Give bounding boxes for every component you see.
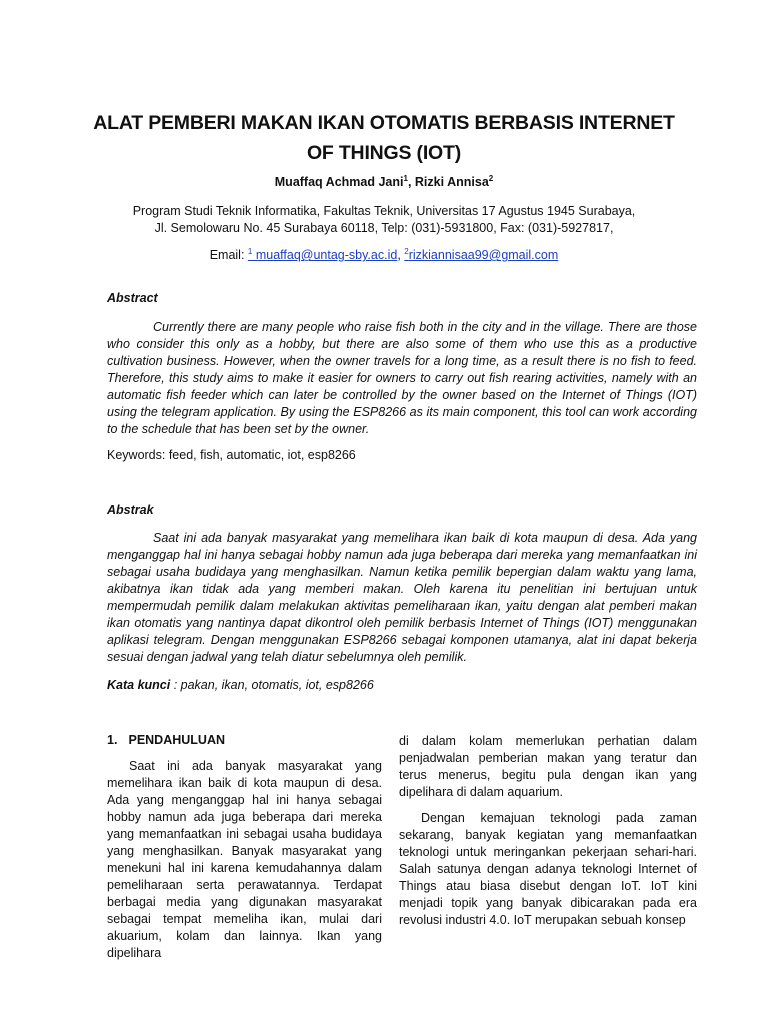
- email-2-link[interactable]: [404, 248, 558, 262]
- abstrak-text: Saat ini ada banyak masyarakat yang memelihara ikan baik di kota maupun di desa. Ada yang menganggap hal ini hanya sebagai hobby namun ada juga beberapa dari mereka yang memanfaatkan ini sebagai usaha budidaya yang menghasilkan. Namun ketika pemilik bepergian dalam waktu yang lama, akibatnya ikan tidak ada yang memberi makan. Oleh karena itu penelitian ini bertujuan untuk mempermudah pemilik dalam melakukan aktivitas pemeliharaan ikan, yaitu dengan alat pemberi makan ikan otomatis yang nantinya dapat dikontrol oleh pemilik berbasis Internet of Things (IOT) menggunakan aplikasi telegram. Dengan menggunakan ESP8266 sebagai komponen utamanya, alat ini dapat bekerja sesuai dengan jadwal yang telah diatur sebelumnya oleh pemilik.: [107, 531, 697, 664]
- email-2-sup: 2: [404, 247, 409, 256]
- abstract-text: Currently there are many people who raise fish both in the city and in the village. There are those who consider this only as a hobby, but there are also some of them who use this as a productive cultivation business. However, when the owner travels for a long time, as a result there is no fish to feed. Therefore, this study aims to make it easier for owners to carry out fish rearing activities, namely with an automatic fish feeder which can later be controlled by the owner based on the Internet of Things (IOT) using the telegram application. By using the ESP8266 as its main component, this tool can work according to the schedule that has been set by the owner.: [107, 320, 697, 436]
- abstrak-heading: Abstrak: [107, 503, 154, 517]
- email-line: [0, 247, 768, 262]
- email-label: Email:: [209, 248, 248, 263]
- email-1: muaffaq@untag-sby.ac.id: [252, 248, 398, 263]
- author-1-sup: 1: [403, 174, 408, 183]
- author-2-sup: 2: [488, 174, 494, 183]
- author-2: Rizki Annisa: [414, 175, 489, 190]
- right-column: [399, 733, 697, 929]
- abstract-keywords: Keywords: feed, fish, automatic, iot, esp8266: [107, 448, 356, 462]
- right-column-paragraph-1: di dalam kolam memerlukan perhatian dalam penjadwalan pemberian makan yang teratur dan terus menerus, begitu pula dengan ikan yang dipelihara di dalam aquarium.: [399, 734, 697, 799]
- abstract-heading: Abstract: [107, 291, 158, 305]
- author-line: [0, 174, 768, 189]
- section-title: PENDAHULUAN: [128, 733, 226, 747]
- abstrak-keywords: [107, 678, 697, 692]
- affiliation: [0, 203, 768, 237]
- left-column: [107, 758, 382, 962]
- author-separator: ,: [407, 175, 415, 190]
- email-separator: ,: [397, 248, 405, 263]
- paper-title: ALAT PEMBERI MAKAN IKAN OTOMATIS BERBASIS INTERNET OF THINGS (IOT): [93, 112, 675, 164]
- email-1-link[interactable]: [248, 248, 397, 262]
- affiliation-line-2: Jl. Semolowaru No. 45 Surabaya 60118, Telp: (031)-5931800, Fax: (031)-5927817,: [154, 221, 614, 235]
- affiliation-line-1: Program Studi Teknik Informatika, Fakultas Teknik, Universitas 17 Agustus 1945 Surabaya,: [132, 204, 636, 218]
- left-column-paragraph: Saat ini ada banyak masyarakat yang memelihara ikan baik di kota maupun di desa. Ada yang menganggap hal ini hanya sebagai hobby namun ada juga beberapa dari mereka yang memanfaatkan ini sebagai usaha budidaya yang menghasilkan. Banyak masyarakat yang menekuni hal ini karena kemudahannya dalam pemeliharaan serta perawatannya. Terdapat berbagai media yang digunakan masyarakat sebagai tempat memeliha ikan, mulai dari akuarium, kolam dan lainnya. Ikan yang dipelihara: [107, 759, 382, 960]
- kata-kunci-label: Kata kunci: [107, 678, 171, 692]
- author-1: Muaffaq Achmad Jani: [274, 175, 404, 190]
- section-number: 1.: [107, 733, 118, 747]
- section-heading: [107, 733, 225, 747]
- right-column-paragraph-2: Dengan kemajuan teknologi pada zaman sekarang, banyak kegiatan yang memanfaatkan teknologi untuk meringankan pekerjaan sehari-hari. Salah satunya dengan adanya teknologi Internet of Things atau biasa disebut dengan IoT. IoT kini menjadi topik yang banyak dibicarakan pada era revolusi industri 4.0. IoT merupakan sebuah konsep: [399, 811, 697, 927]
- email-1-sup: 1: [247, 247, 253, 256]
- email-2: rizkiannisaa99@gmail.com: [408, 248, 559, 263]
- kata-kunci-values: : pakan, ikan, otomatis, iot, esp8266: [170, 678, 374, 692]
